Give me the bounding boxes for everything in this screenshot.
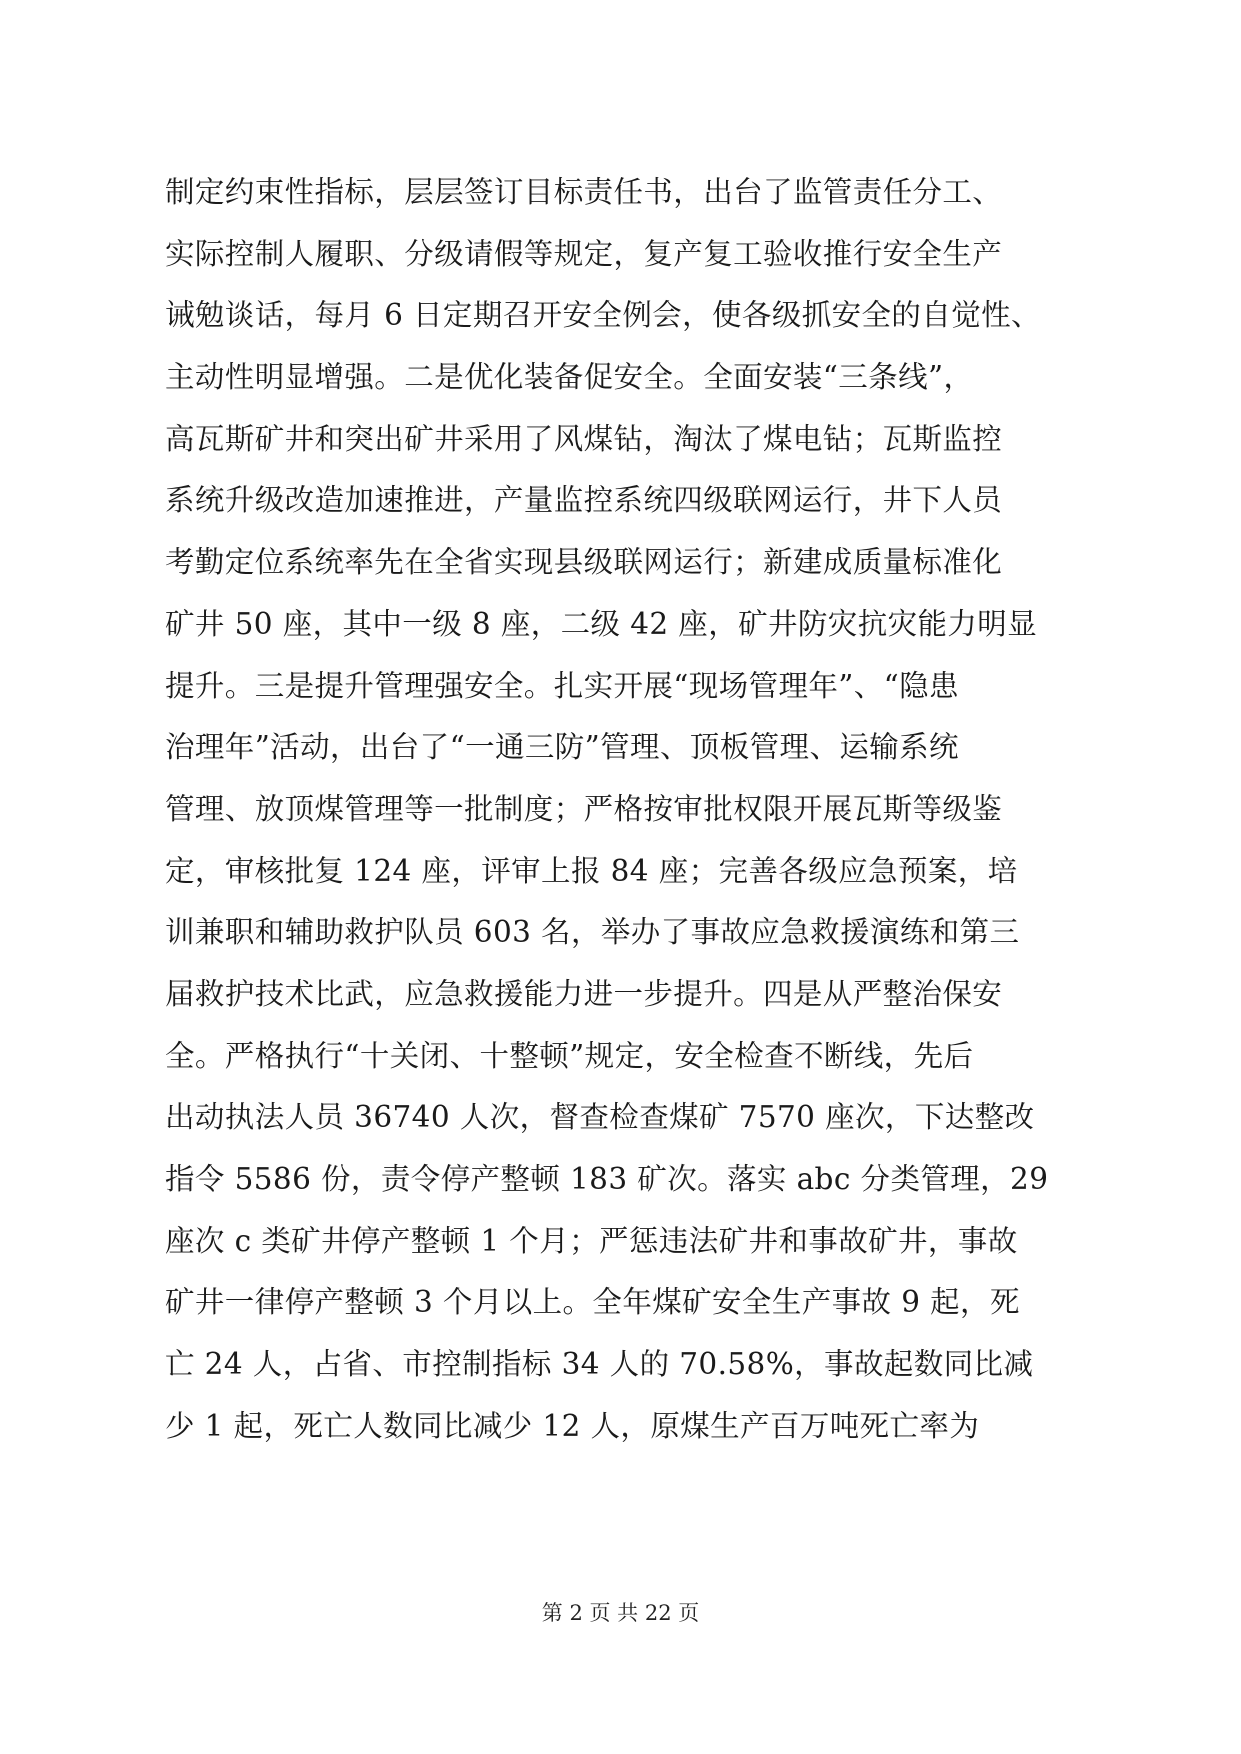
text-line: 制定约束性指标，层层签订目标责任书，出台了监管责任分工、 (165, 175, 1003, 209)
text-line: 矿井一律停产整顿 3 个月以上。全年煤矿安全生产事故 9 起，死 (165, 1285, 1020, 1320)
text-line: 诫勉谈话，每月 6 日定期召开安全例会，使各级抓安全的自觉性、 (165, 298, 1041, 333)
text-line: 指令 5586 份，责令停产整顿 183 矿次。落实 abc 分类管理，29 (165, 1162, 1049, 1196)
text-line: 定，审核批复 124 座，评审上报 84 座；完善各级应急预案，培 (165, 853, 1018, 888)
text-line: 届救护技术比武，应急救援能力进一步提升。四是从严整治保安 (165, 976, 1003, 1011)
text-line: 座次 c 类矿井停产整顿 1 个月；严惩违法矿井和事故矿井，事故 (165, 1223, 1018, 1258)
page-number-footer: 第 2 页 共 22 页 (541, 1601, 700, 1625)
text-line: 出动执法人员 36740 人次，督查检查煤矿 7570 座次，下达整改 (165, 1100, 1035, 1135)
text-line: 管理、放顶煤管理等一批制度；严格按审批权限开展瓦斯等级鉴 (165, 791, 1003, 826)
text-line: 主动性明显增强。二是优化装备促安全。全面安装“三条线”， (165, 360, 974, 395)
text-line: 系统升级改造加速推进，产量监控系统四级联网运行，井下人员 (165, 483, 1003, 518)
text-line: 提升。三是提升管理强安全。扎实开展“现场管理年”、“隐患 (165, 668, 959, 703)
body-text (165, 162, 1085, 1457)
text-line: 全。严格执行“十关闭、十整顿”规定，安全检查不断线，先后 (165, 1038, 974, 1073)
text-line: 少 1 起，死亡人数同比减少 12 人，原煤生产百万吨死亡率为 (165, 1408, 980, 1443)
text-line: 训兼职和辅助救护队员 603 名，举办了事故应急救援演练和第三 (165, 915, 1020, 950)
text-line: 考勤定位系统率先在全省实现县级联网运行；新建成质量标准化 (165, 545, 1003, 580)
text-line: 实际控制人履职、分级请假等规定，复产复工验收推行安全生产 (165, 236, 1003, 271)
text-line: 高瓦斯矿井和突出矿井采用了风煤钻，淘汰了煤电钻；瓦斯监控 (165, 421, 1003, 456)
text-line: 矿井 50 座，其中一级 8 座，二级 42 座，矿井防灾抗灾能力明显 (165, 606, 1038, 641)
text-line: 亡 24 人，占省、市控制指标 34 人的 70.58%，事故起数同比减 (165, 1347, 1034, 1382)
text-line: 治理年”活动，出台了“一通三防”管理、顶板管理、运输系统 (165, 730, 959, 765)
